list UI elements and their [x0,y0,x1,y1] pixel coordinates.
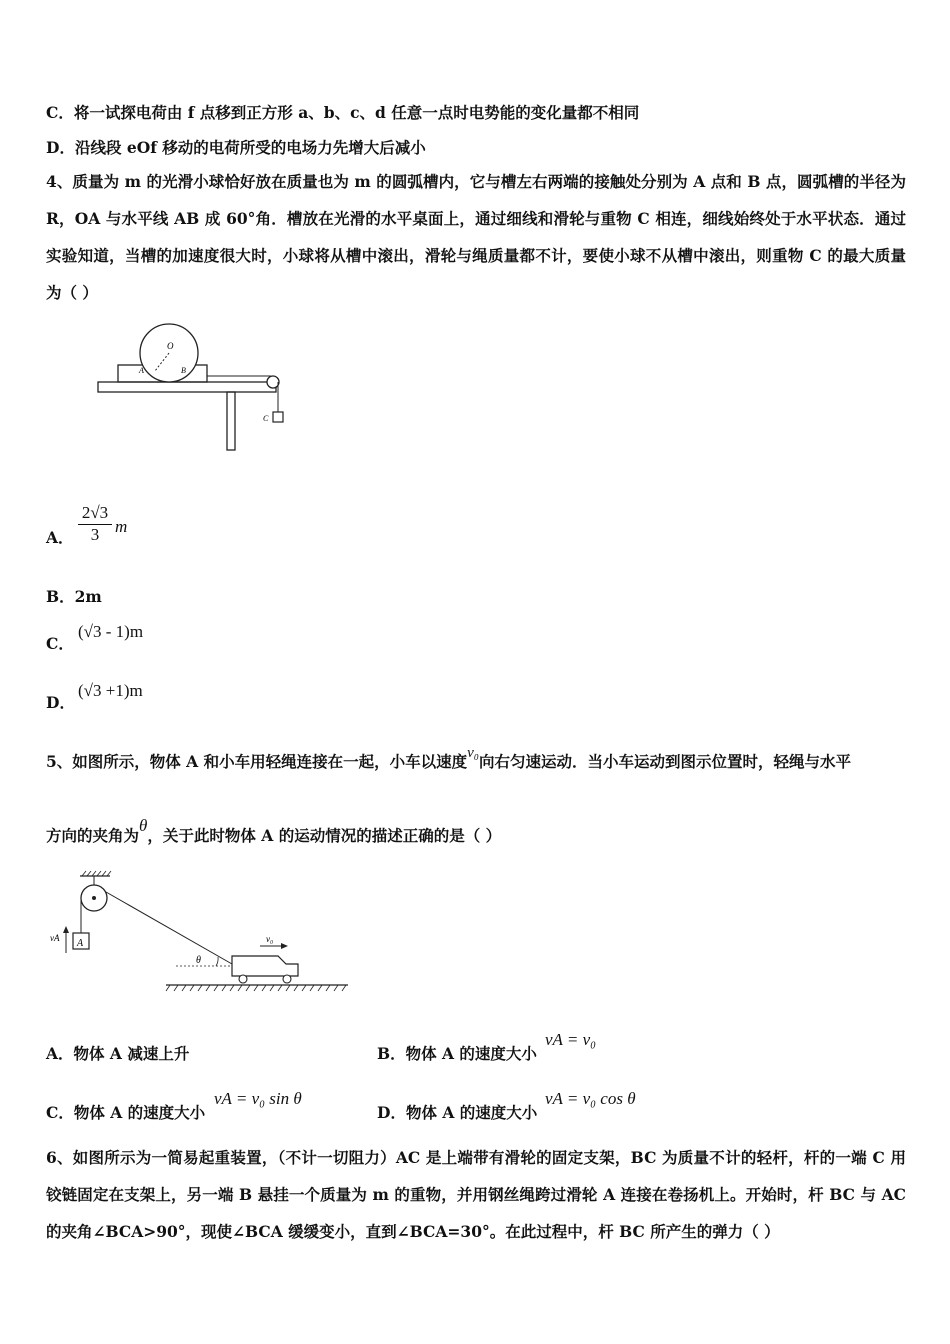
q5-figure [46,868,356,996]
q4-option-d-label: D． [46,693,75,712]
block-a-label: A [77,938,84,949]
q5-option-a: A．物体 A 减速上升 [46,1044,190,1063]
q5-stem-1a: 5、如图所示，物体 A 和小车用轻绳连接在一起，小车以速度 [46,752,468,771]
q4-option-c-expr: (√3 - 1)m [78,622,144,641]
q6-stem: 6、如图所示为一简易起重装置，（不计一切阻力）AC 是上端带有滑轮的固定支架，BC 为质量不计的轻杆，杆的一端 C 用铰链固定在支架上，另一端 B 悬挂一个质量为 m 的重物，并用钢丝绳跨过滑轮 A 连接在卷扬机上。开始时，杆 BC 与 AC 的夹角∠BCA>90°，现使∠BCA 缓缓变小，直到∠BCA=30°。在此过程中，杆 BC 所产生的弹力（ ） [46,1148,906,1241]
cart [232,956,298,976]
fraction-denominator: 3 [90,525,100,544]
q3-option-c: C．将一试探电荷由 f 点移到正方形 a、b、c、d 任意一点时电势能的变化量都不相同 [46,103,640,122]
theta-label: θ [196,955,201,966]
q3-option-d: D．沿线段 eOf 移动的电荷所受的电场力先增大后减小 [46,138,426,157]
q5-stem-1b: 向右匀速运动．当小车运动到图示位置时，轻绳与水平 [478,752,851,771]
q4-stem: 4、质量为 m 的光滑小球恰好放在质量也为 m 的圆弧槽内，它与槽左右两端的接触处分别为 A 点和 B 点，圆弧槽的半径为 R，OA 与水平线 AB 成 60°角．槽放在光滑的水平桌面上，通过细线和滑轮与重物 C 相连，细线始终处于水平状态．通过实验知道，当槽的加速度很大时，小球将从槽中滚出，滑轮与绳质量都不计，要使小球不从槽中滚出，则重物 C 的最大质量为（ ） [46,172,906,302]
weight-c [273,412,283,422]
label-b: B [181,366,186,375]
q4-option-c-label: C． [46,634,74,653]
q4-option-b [46,585,102,607]
q5-option-b: B．物体 A 的速度大小 [377,1044,537,1063]
q5-option-d-expr: vA = v₀ cos θ [545,1089,636,1108]
q5-stem-line2 [46,816,502,846]
table-top [98,382,276,392]
q4-figure [95,318,295,458]
label-o: O [167,341,174,351]
pulley [267,376,279,388]
rope [106,892,232,964]
q4-option-b-label: B． [46,587,75,606]
q5-theta: θ [139,816,148,835]
q5-option-d: D．物体 A 的速度大小 [377,1103,538,1122]
q4-option-a-var: m [115,517,128,536]
q5-option-c: C．物体 A 的速度大小 [46,1103,206,1122]
v0-label: v₀ [266,934,274,944]
q4-option-d-expr: (√3 +1)m [78,681,143,700]
fraction-numerator: 2√3 [78,503,112,525]
q5-option-b-expr: vA = v₀ [545,1030,597,1049]
label-a: A [139,366,144,375]
label-c: C [263,414,269,423]
ground-hatch [166,985,346,991]
q5-stem-2a: 方向的夹角为 [46,826,140,845]
q4-option-b-text: 2m [74,587,102,606]
q4-option-a-label: A． [46,528,74,547]
q4-option-a-fraction [78,503,112,545]
q5-stem-2b: ，关于此时物体 A 的运动情况的描述正确的是（ ） [147,826,502,845]
table-leg [227,392,235,450]
q5-v0: v₀ [467,745,479,761]
q5-stem-line1 [46,745,851,772]
va-label: vA [50,933,60,943]
q5-option-c-expr: vA = v₀ sin θ [214,1089,302,1108]
